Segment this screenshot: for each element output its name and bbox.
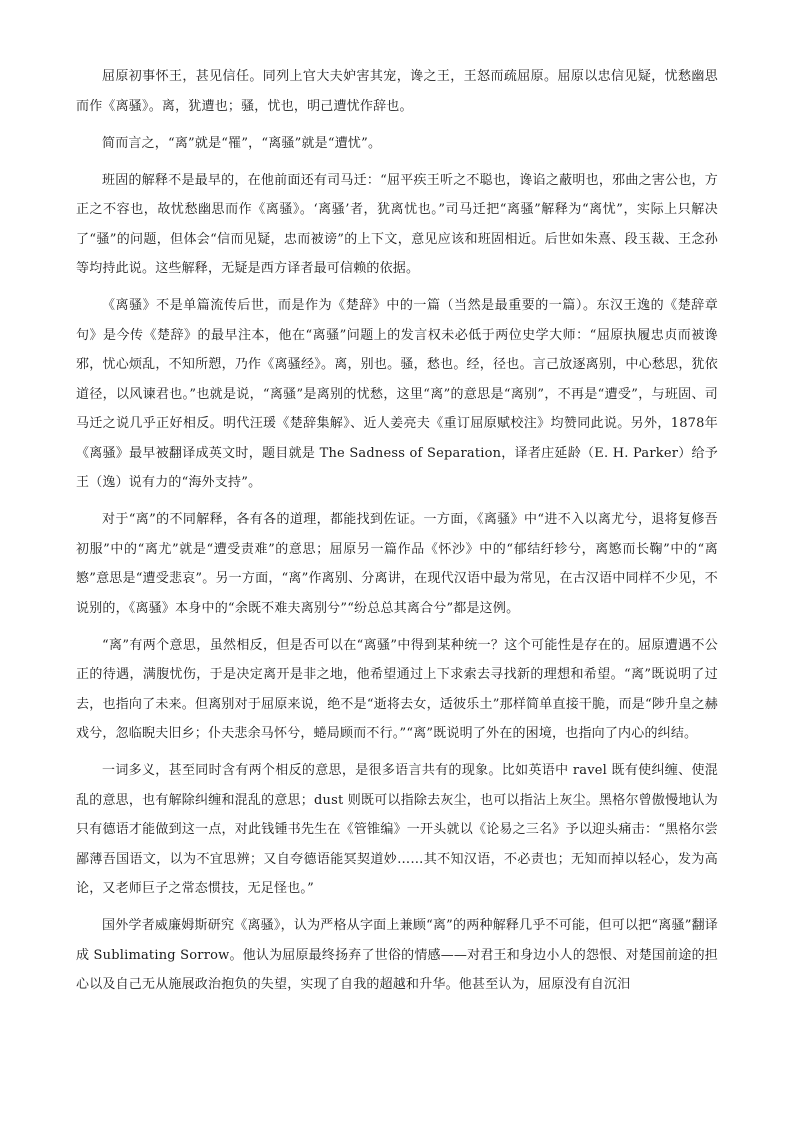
paragraph-4: 《离骚》不是单篇流传后世，而是作为《楚辞》中的一篇（当然是最重要的一篇）。东汉王逸的《楚辞章句》是今传《楚辞》的最早注本，他在“离骚”问题上的发言权未必低于两位史学大师：“屈原执履忠贞而被谗邪，忧心烦乱，不知所愬，乃作《离骚经》。离，别也。骚，愁也。经，径也。言己放逐离别，中心愁思，犹依道径，以风谏君也。”也就是说，“离骚”是离别的忧愁，这里“离”的意思是“离别”，不再是“遭受”，与班固、司马迁之说几乎正好相反。明代汪瑗《楚辞集解》、近人姜亮夫《重订屈原赋校注》均赞同此说。另外，1878年《离骚》最早被翻译成英文时，题目就是 The Sadness of Separation，译者庄延龄（E. H. Parker）给予王（逸）说有力的“海外支持”。 <box>76 298 718 490</box>
paragraph-2: 简而言之，“离”就是“罹”，“离骚”就是“遭忧”。 <box>102 135 382 151</box>
paragraph-5: 对于“离”的不同解释，各有各的道理，都能找到佐证。一方面，《离骚》中“进不入以离尤兮，退将复修吾初服”中的“离尤”就是“遭受责难”的意思；屈原另一篇作品《怀沙》中的“郁结纡轸兮，离慜而长鞠”中的“离慜”意思是“遭受悲哀”。另一方面，“离”作离别、分离讲，在现代汉语中最为常见，在古汉语中同样不少见，不说别的，《离骚》本身中的“余既不难夫离别兮”“纷总总其离合兮”都是这例。 <box>76 512 718 616</box>
paragraph-8: 国外学者威廉姆斯研究《离骚》，认为严格从字面上兼顾“离”的两种解释几乎不可能，但可以把“离骚”翻译成 Sublimating Sorrow。他认为屈原最终扬弃了世俗的情感——对君王和身边小人的怨恨、对楚国前途的担心以及自己无从施展政治抱负的失望，实现了自我的超越和升华。他甚至认为，屈原没有自沉汨 <box>76 918 718 992</box>
paragraph-7: 一词多义，甚至同时含有两个相反的意思，是很多语言共有的现象。比如英语中 ravel 既有使纠缠、使混乱的意思，也有解除纠缠和混乱的意思；dust 则既可以指除去灰尘，也可以指沾上灰尘。黑格尔曾傲慢地认为只有德语才能做到这一点，对此钱锺书先生在《管锥编》一开头就以《论易之三名》予以迎头痛击：“黑格尔尝鄙薄吾国语文，以为不宜思辨；又自夸德语能冥契道妙……其不知汉语，不必责也；无知而掉以轻心，发为高论，又老师巨子之常态惯技，无足怪也。” <box>76 763 718 896</box>
document-page <box>76 62 718 1007</box>
paragraph-6: “离”有两个意思，虽然相反，但是否可以在“离骚”中得到某种统一？这个可能性是存在的。屈原遭遇不公正的待遇，满腹忧伤，于是决定离开是非之地，他希望通过上下求索去寻找新的理想和希望。“离”既说明了过去，也指向了未来。但离别对于屈原来说，绝不是“逝将去女，适彼乐土”那样简单直接干脆，而是“陟升皇之赫戏兮，忽临睨夫旧乡；仆夫悲余马怀兮，蜷局顾而不行。”“离”既说明了外在的困境，也指向了内心的纠结。 <box>76 637 718 741</box>
paragraph-1: 屈原初事怀王，甚见信任。同列上官大夫妒害其宠，谗之王，王怒而疏屈原。屈原以忠信见疑，忧愁幽思而作《离骚》。离，犹遭也；骚，忧也，明己遭忧作辞也。 <box>76 69 718 114</box>
paragraph-3: 班固的解释不是最早的，在他前面还有司马迁：“屈平疾王听之不聪也，谗谄之蔽明也，邪曲之害公也，方正之不容也，故忧愁幽思而作《离骚》。‘离骚’者，犹离忧也。”司马迁把“离骚”解释为“离忧”，实际上只解决了“骚”的问题，但体会“信而见疑，忠而被谤”的上下文，意见应该和班固相近。后世如朱熹、段玉裁、王念孙等均持此说。这些解释，无疑是西方译者最可信赖的依据。 <box>76 172 718 276</box>
